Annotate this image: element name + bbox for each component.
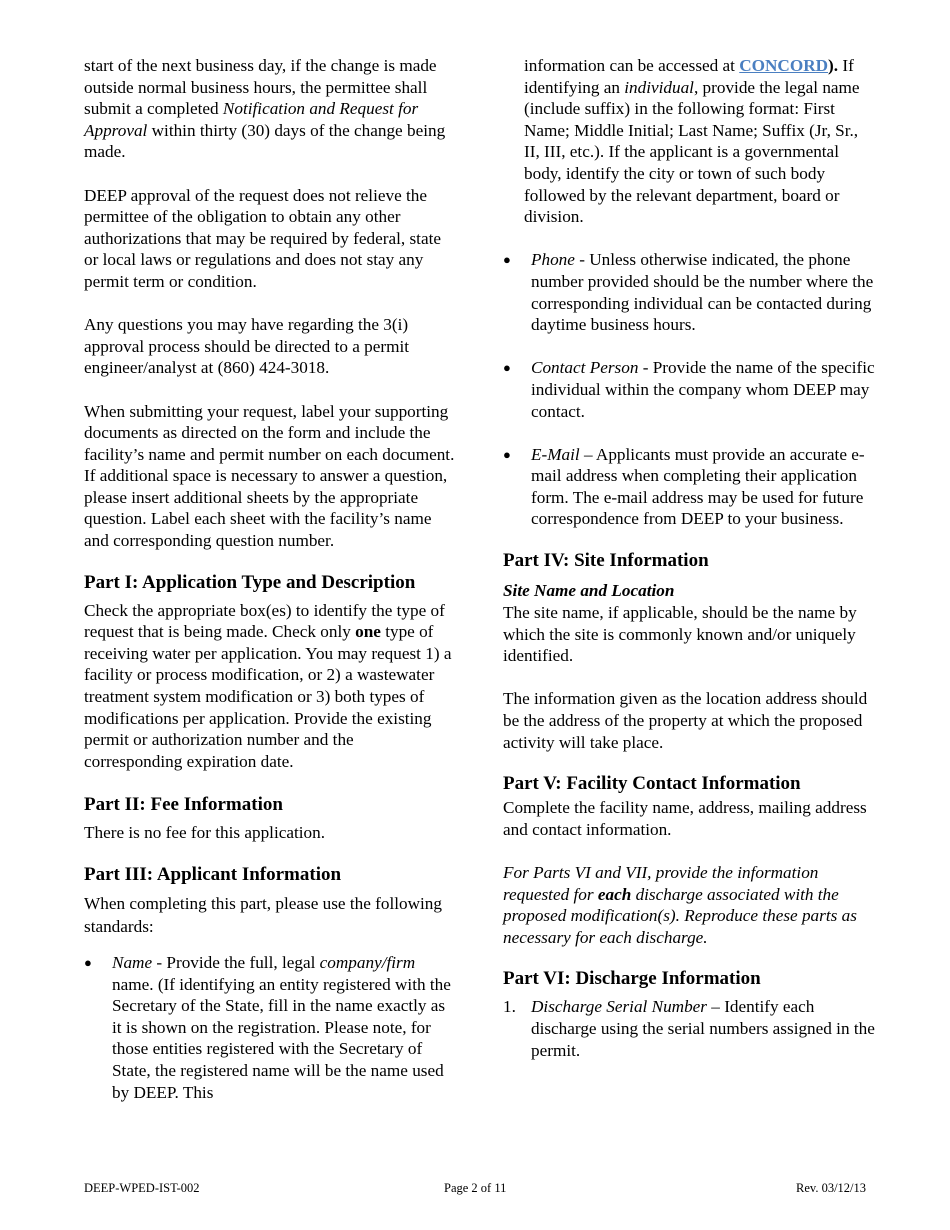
intro-paragraph: start of the next business day, if the change is made outside normal business hours, the permittee shall submit a completed Notification and Request for Approval within thirty (30) days of the change being made. bbox=[84, 56, 446, 162]
name-bullet: ● Name - Provide the full, legal company/firm name. (If identifying an entity registered with the Secretary of the State, fill in the name exactly as it is shown on the registration. Please note, for those entities registered with the Secretary of State, the registered name will be the name used by DEEP. This bbox=[84, 953, 451, 1102]
bullet-icon: ● bbox=[84, 955, 92, 970]
site-subheading: Site Name and Location bbox=[503, 581, 675, 601]
footer-doc-id: DEEP-WPED-IST-002 bbox=[84, 1181, 200, 1195]
approval-paragraph: DEEP approval of the request does not relieve the permittee of the obligation to obtain any other authorizations that may be required by federal, state or local laws or regulations and does not stay any permit term or condition. bbox=[84, 185, 441, 291]
part1-heading: Part I: Application Type and Description bbox=[84, 571, 416, 593]
questions-paragraph: Any questions you may have regarding the 3(i) approval process should be directed to a permit engineer/analyst at (860) 424-3018. bbox=[84, 315, 410, 378]
site-paragraph-2: The information given as the location address should be the address of the property at which the proposed activity will take place. bbox=[503, 689, 868, 752]
left-column bbox=[84, 55, 456, 1103]
part6-heading: Part VI: Discharge Information bbox=[503, 968, 761, 990]
email-bullet: ● E-Mail – Applicants must provide an accurate e-mail address when completing their application form. The e-mail address may be used for future correspondence from DEEP to your business. bbox=[503, 444, 865, 529]
part1-text: Check the appropriate box(es) to identify the type of request that is being made. Check only one type of receiving water per application. You may request 1) a facility or process modification, or 2) a wastewater treatment system modification or 3) both types of modifications per application. Provide the existing permit or authorization number and the corresponding expiration date. bbox=[84, 600, 452, 771]
bullet-icon: ● bbox=[503, 360, 511, 376]
footer-page-number: Page 2 of 11 bbox=[444, 1181, 507, 1195]
contact-person-bullet: ● Contact Person - Provide the name of the specific individual within the company whom DEEP may contact. bbox=[503, 358, 875, 421]
part2-heading: Part II: Fee Information bbox=[84, 794, 283, 816]
parts-note: For Parts VI and VII, provide the information requested for each discharge associated with the proposed modification(s). Reproduce these parts as necessary for each discharge. bbox=[503, 863, 857, 947]
name-bullet-continued: information can be accessed at CONCORD). If identifying an individual, provide the legal name (include suffix) in the following format: First Name; Middle Initial; Last Name; Suffix (Jr, Sr., II, III, etc.). If the applicant is a governmental body, identify the city or town of such body followed by the relevant department, board or division. bbox=[524, 56, 860, 227]
part5-text: Complete the facility name, address, mailing address and contact information. bbox=[503, 798, 867, 839]
footer-revision: Rev. 03/12/13 bbox=[796, 1181, 867, 1195]
part4-heading: Part IV: Site Information bbox=[503, 550, 709, 572]
phone-bullet: ● Phone - Unless otherwise indicated, the phone number provided should be the number where the corresponding individual can be contacted during daytime business hours. bbox=[503, 250, 874, 335]
site-paragraph-1: The site name, if applicable, should be the name by which the site is commonly known and/or uniquely identified. bbox=[503, 603, 857, 666]
discharge-item-1: 1. Discharge Serial Number – Identify each discharge using the serial numbers assigned in the permit. bbox=[503, 997, 875, 1060]
right-column bbox=[503, 55, 875, 1061]
bullet-icon: ● bbox=[503, 446, 511, 462]
part2-text: There is no fee for this application. bbox=[84, 823, 326, 843]
item-number: 1. bbox=[503, 997, 516, 1017]
part5-heading: Part V: Facility Contact Information bbox=[503, 773, 801, 795]
submission-paragraph: When submitting your request, label your supporting documents as directed on the form and include the facility’s name and permit number on each document. If additional space is necessary to answer a question, please insert additional sheets by the appropriate question. Label each sheet with the facility’s name and corresponding question number. bbox=[84, 401, 455, 551]
concord-link[interactable]: CONCORD bbox=[739, 56, 829, 75]
part3-text: When completing this part, please use the following standards: bbox=[84, 894, 442, 936]
part3-heading: Part III: Applicant Information bbox=[84, 864, 342, 885]
bullet-icon: ● bbox=[503, 252, 511, 268]
